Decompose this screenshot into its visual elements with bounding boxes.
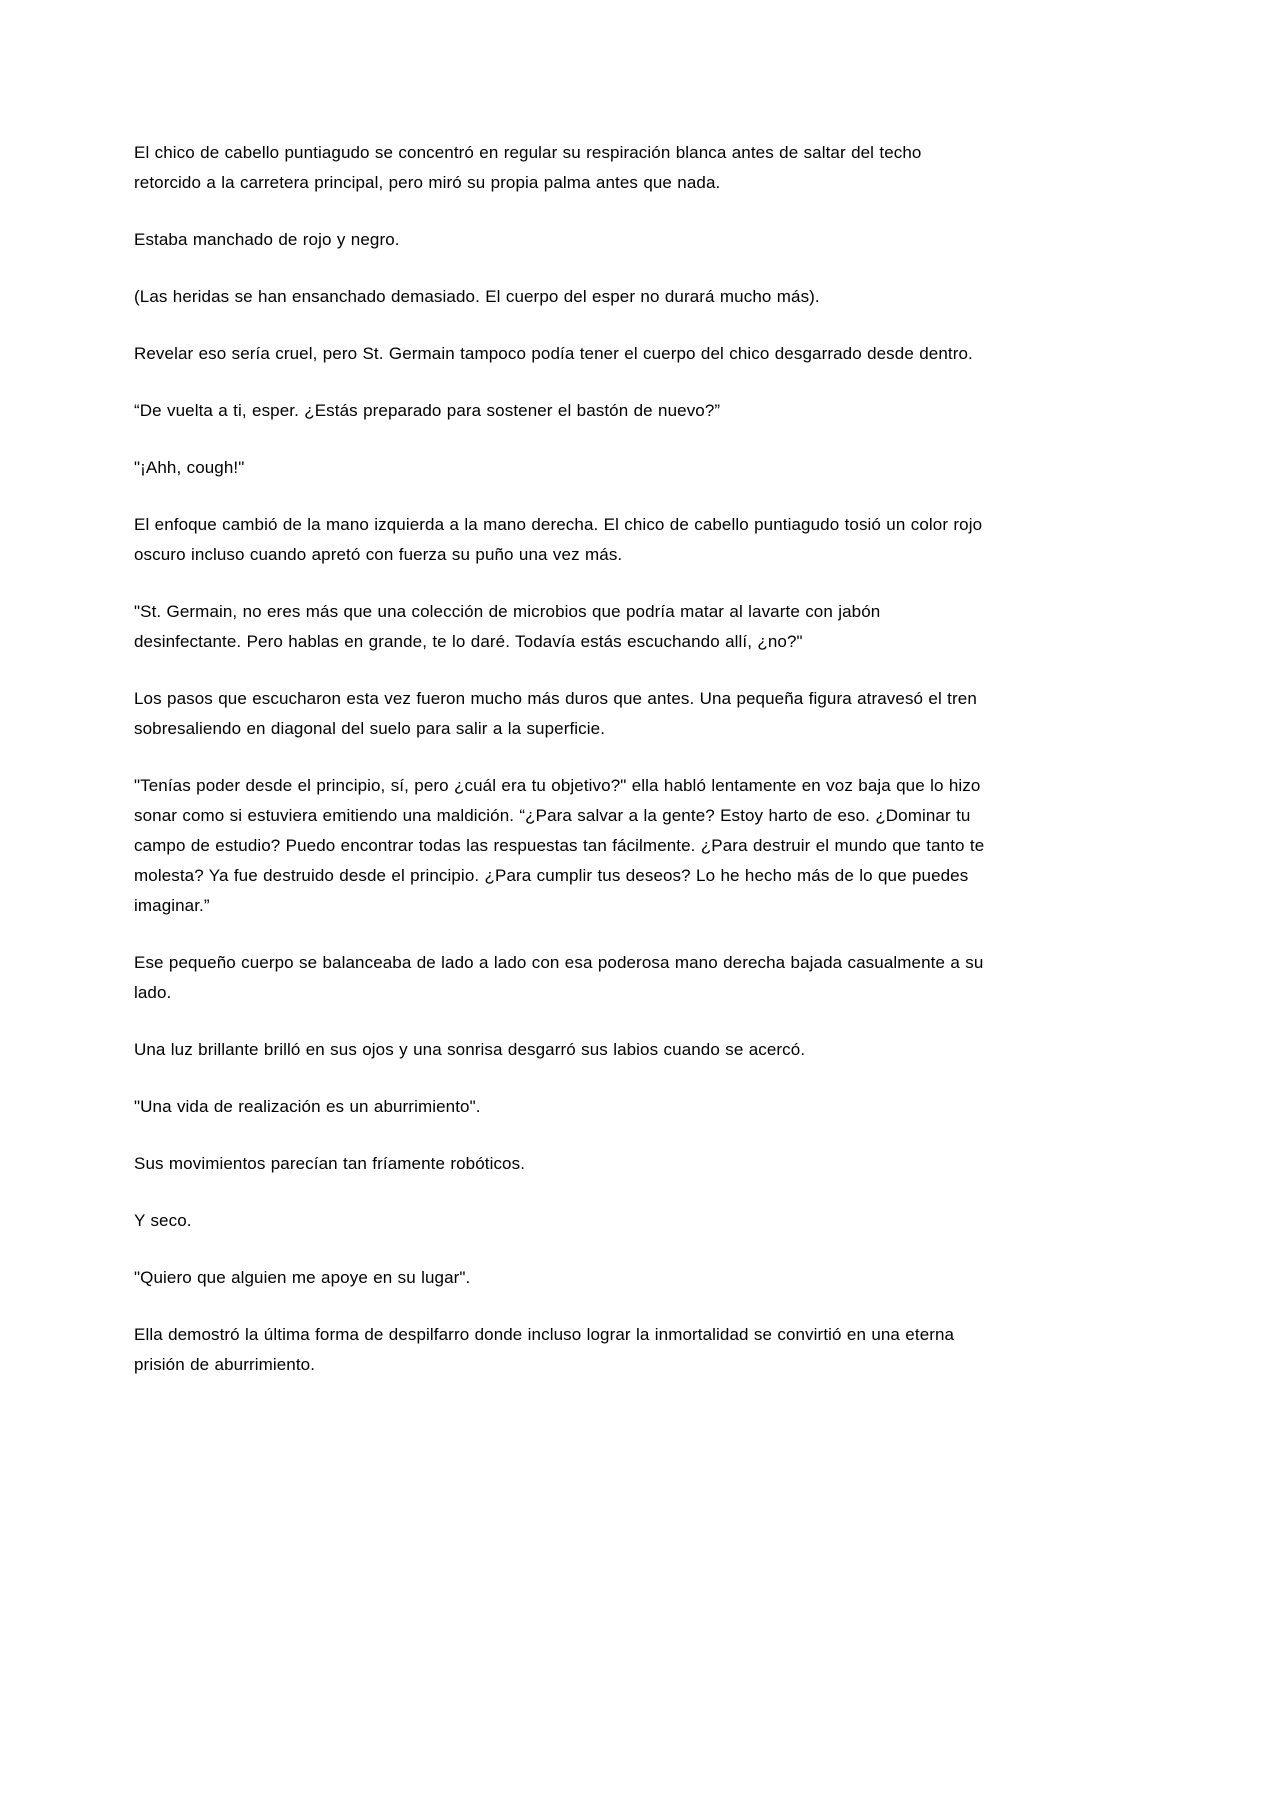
paragraph: "St. Germain, no eres más que una colección de microbios que podría matar al lavarte con jabón desinfectante. Pero hablas en grande, te lo daré. Todavía estás escuchando allí, ¿no?" bbox=[134, 602, 881, 651]
paragraph: “De vuelta a ti, esper. ¿Estás preparado para sostener el bastón de nuevo?” bbox=[134, 401, 721, 420]
paragraph: "Una vida de realización es un aburrimiento". bbox=[134, 1097, 481, 1116]
paragraph: Una luz brillante brilló en sus ojos y una sonrisa desgarró sus labios cuando se acercó. bbox=[134, 1040, 806, 1059]
paragraph: "Quiero que alguien me apoye en su lugar". bbox=[134, 1268, 471, 1287]
paragraph: Ella demostró la última forma de despilfarro donde incluso lograr la inmortalidad se convirtió en una eterna prisión de aburrimiento. bbox=[134, 1325, 955, 1374]
paragraph: "Tenías poder desde el principio, sí, pero ¿cuál era tu objetivo?" ella habló lentamente en voz baja que lo hizo sonar como si estuviera emitiendo una maldición. “¿Para salvar a la gente? Estoy harto de eso. ¿Dominar tu campo de estudio? Puedo encontrar todas las respuestas tan fácilmente. ¿Para destruir el mundo que tanto te molesta? Ya fue destruido desde el principio. ¿Para cumplir tus deseos? Lo he hecho más de lo que puedes imaginar.” bbox=[134, 776, 985, 915]
paragraph: Los pasos que escucharon esta vez fueron mucho más duros que antes. Una pequeña figura atravesó el tren sobresaliendo en diagonal del suelo para salir a la superficie. bbox=[134, 689, 977, 738]
paragraph: Revelar eso sería cruel, pero St. Germain tampoco podía tener el cuerpo del chico desgarrado desde dentro. bbox=[134, 344, 973, 363]
paragraph: Y seco. bbox=[134, 1211, 192, 1230]
paragraph: Sus movimientos parecían tan fríamente robóticos. bbox=[134, 1154, 526, 1173]
paragraph: Estaba manchado de rojo y negro. bbox=[134, 230, 400, 249]
paragraph: El enfoque cambió de la mano izquierda a la mano derecha. El chico de cabello puntiagudo tosió un color rojo oscuro incluso cuando apretó con fuerza su puño una vez más. bbox=[134, 515, 983, 564]
paragraph: El chico de cabello puntiagudo se concentró en regular su respiración blanca antes de saltar del techo retorcido a la carretera principal, pero miró su propia palma antes que nada. bbox=[134, 143, 922, 192]
paragraph: (Las heridas se han ensanchado demasiado. El cuerpo del esper no durará mucho más). bbox=[134, 287, 820, 306]
paragraph: Ese pequeño cuerpo se balanceaba de lado a lado con esa poderosa mano derecha bajada casualmente a su lado. bbox=[134, 953, 984, 1002]
paragraph: "¡Ahh, cough!" bbox=[134, 458, 245, 477]
